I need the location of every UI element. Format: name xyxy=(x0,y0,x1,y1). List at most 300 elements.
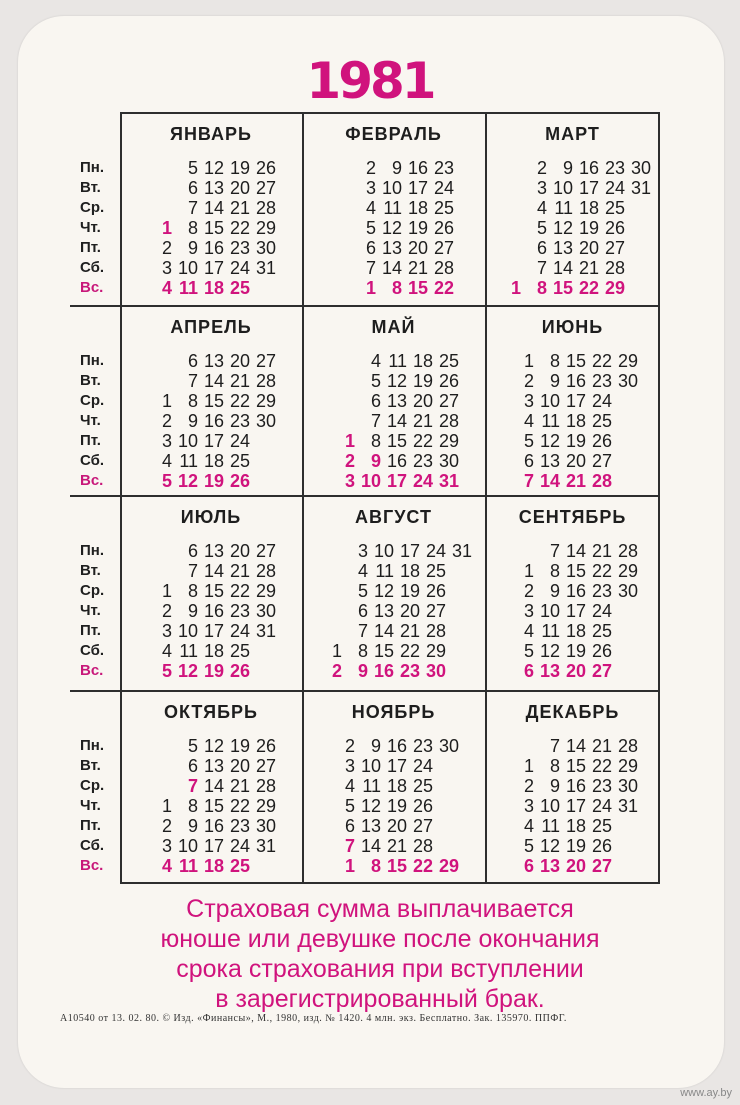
date-cell: 2 xyxy=(536,158,547,178)
date-cell: 10 xyxy=(177,258,198,278)
date-cell: 19 xyxy=(229,736,250,756)
date-cell: 27 xyxy=(255,178,276,198)
date-cell: 17 xyxy=(203,621,224,641)
weekday-label: Вс. xyxy=(80,472,104,489)
date-cell: 19 xyxy=(203,471,224,491)
date-cell: 21 xyxy=(399,621,420,641)
date-cell: 21 xyxy=(591,541,612,561)
date-cell: 13 xyxy=(539,451,560,471)
date-cell: 18 xyxy=(203,856,224,876)
date-cell: 14 xyxy=(552,258,573,278)
date-cell: 2 xyxy=(161,601,172,621)
date-cell: 22 xyxy=(229,391,250,411)
date-cell: 15 xyxy=(565,756,586,776)
date-cell: 16 xyxy=(407,158,428,178)
date-cell: 11 xyxy=(383,198,402,218)
date-cell: 7 xyxy=(344,836,355,856)
publisher-imprint: А10540 от 13. 02. 80. © Изд. «Финансы», М., 1980, изд. № 1420. 4 млн. экз. Бесплатно. Зак. 135970. ППФГ. xyxy=(60,1013,567,1024)
date-cell: 12 xyxy=(539,641,560,661)
date-cell: 12 xyxy=(373,581,394,601)
date-cell: 26 xyxy=(433,218,454,238)
date-cell: 28 xyxy=(617,541,638,561)
date-cell: 15 xyxy=(386,856,407,876)
weekday-label: Чт. xyxy=(80,412,101,429)
date-cell: 29 xyxy=(438,431,459,451)
weekday-label: Вс. xyxy=(80,279,104,296)
date-cell: 8 xyxy=(549,351,560,371)
date-cell: 9 xyxy=(187,816,198,836)
date-cell: 23 xyxy=(591,371,612,391)
date-cell: 17 xyxy=(386,471,407,491)
date-cell: 15 xyxy=(203,391,224,411)
date-cell: 23 xyxy=(399,661,420,681)
date-cell: 26 xyxy=(604,218,625,238)
date-cell: 5 xyxy=(523,836,534,856)
date-cell: 28 xyxy=(255,198,276,218)
date-cell: 30 xyxy=(617,371,638,391)
date-cell: 24 xyxy=(229,431,250,451)
date-cell: 3 xyxy=(523,391,534,411)
date-cell: 6 xyxy=(187,756,198,776)
date-cell: 10 xyxy=(177,431,198,451)
date-cell: 14 xyxy=(565,541,586,561)
date-cell: 8 xyxy=(187,218,198,238)
date-cell: 8 xyxy=(357,641,368,661)
date-cell: 18 xyxy=(407,198,428,218)
date-cell: 8 xyxy=(536,278,547,298)
date-cell: 25 xyxy=(438,351,459,371)
month-name: АПРЕЛЬ xyxy=(170,317,252,337)
date-cell: 21 xyxy=(229,198,250,218)
date-cell: 14 xyxy=(203,776,224,796)
date-cell: 13 xyxy=(360,816,381,836)
date-cell: 22 xyxy=(591,561,612,581)
weekday-label: Сб. xyxy=(80,837,105,854)
date-cell: 2 xyxy=(344,736,355,756)
date-cell: 26 xyxy=(438,371,459,391)
date-cell: 20 xyxy=(412,391,433,411)
weekday-label: Вс. xyxy=(80,662,104,679)
date-cell: 23 xyxy=(412,451,433,471)
date-cell: 15 xyxy=(203,796,224,816)
date-cell: 22 xyxy=(229,796,250,816)
date-cell: 27 xyxy=(255,351,276,371)
date-cell: 25 xyxy=(412,776,433,796)
date-cell: 15 xyxy=(407,278,428,298)
date-cell: 6 xyxy=(523,661,534,681)
date-cell: 18 xyxy=(565,621,586,641)
date-cell: 12 xyxy=(177,661,198,681)
date-cell: 9 xyxy=(187,601,198,621)
date-cell: 19 xyxy=(578,218,599,238)
date-cell: 10 xyxy=(177,621,198,641)
date-cell: 20 xyxy=(578,238,599,258)
weekday-label: Сб. xyxy=(80,259,105,276)
date-cell: 1 xyxy=(344,856,355,876)
date-cell: 7 xyxy=(365,258,376,278)
month-name: МАЙ xyxy=(371,317,416,337)
date-cell: 9 xyxy=(357,661,368,681)
date-cell: 29 xyxy=(617,561,638,581)
date-cell: 29 xyxy=(255,218,276,238)
date-cell: 24 xyxy=(604,178,625,198)
date-cell: 29 xyxy=(255,391,276,411)
date-cell: 12 xyxy=(539,431,560,451)
weekday-label: Вс. xyxy=(80,857,104,874)
date-cell: 13 xyxy=(381,238,402,258)
month-name: ИЮЛЬ xyxy=(180,507,242,527)
date-cell: 18 xyxy=(203,451,224,471)
date-cell: 12 xyxy=(360,796,381,816)
date-cell: 14 xyxy=(203,561,224,581)
month-block xyxy=(302,495,485,687)
date-cell: 11 xyxy=(541,621,560,641)
date-cell: 12 xyxy=(203,736,224,756)
date-cell: 16 xyxy=(565,371,586,391)
date-cell: 5 xyxy=(161,661,172,681)
weekday-label: Пт. xyxy=(80,817,101,834)
weekday-label: Пт. xyxy=(80,239,101,256)
date-cell: 1 xyxy=(344,431,355,451)
date-cell: 24 xyxy=(412,756,433,776)
date-cell: 25 xyxy=(229,641,250,661)
date-cell: 3 xyxy=(523,796,534,816)
date-cell: 19 xyxy=(565,641,586,661)
month-block xyxy=(120,305,302,497)
date-cell: 31 xyxy=(438,471,459,491)
grid-line-horizontal xyxy=(120,882,660,884)
date-cell: 2 xyxy=(523,776,534,796)
date-cell: 25 xyxy=(591,621,612,641)
date-cell: 7 xyxy=(187,561,198,581)
month-block xyxy=(302,690,485,882)
date-cell: 20 xyxy=(565,451,586,471)
date-cell: 28 xyxy=(617,736,638,756)
date-cell: 19 xyxy=(565,431,586,451)
date-cell: 29 xyxy=(438,856,459,876)
date-cell: 11 xyxy=(179,641,198,661)
date-cell: 22 xyxy=(399,641,420,661)
date-cell: 29 xyxy=(617,351,638,371)
date-cell: 25 xyxy=(229,451,250,471)
notice-line: срока страхования при вступлении xyxy=(176,955,584,983)
date-cell: 25 xyxy=(433,198,454,218)
date-cell: 6 xyxy=(344,816,355,836)
date-cell: 25 xyxy=(591,816,612,836)
date-cell: 2 xyxy=(344,451,355,471)
date-cell: 8 xyxy=(187,581,198,601)
date-cell: 3 xyxy=(161,258,172,278)
date-cell: 15 xyxy=(565,351,586,371)
date-cell: 9 xyxy=(370,736,381,756)
date-cell: 30 xyxy=(617,581,638,601)
date-cell: 17 xyxy=(565,796,586,816)
date-cell: 26 xyxy=(591,641,612,661)
date-cell: 15 xyxy=(373,641,394,661)
date-cell: 31 xyxy=(255,621,276,641)
date-cell: 20 xyxy=(565,661,586,681)
date-cell: 7 xyxy=(549,541,560,561)
date-cell: 13 xyxy=(539,661,560,681)
weekday-label: Ср. xyxy=(80,392,105,409)
date-cell: 21 xyxy=(229,776,250,796)
date-cell: 14 xyxy=(381,258,402,278)
month-block xyxy=(485,112,660,304)
date-cell: 25 xyxy=(229,278,250,298)
date-cell: 8 xyxy=(370,431,381,451)
date-cell: 8 xyxy=(187,796,198,816)
date-cell: 18 xyxy=(203,278,224,298)
date-cell: 7 xyxy=(357,621,368,641)
date-cell: 20 xyxy=(407,238,428,258)
date-cell: 3 xyxy=(365,178,376,198)
date-cell: 13 xyxy=(203,541,224,561)
date-cell: 21 xyxy=(407,258,428,278)
date-cell: 11 xyxy=(375,561,394,581)
date-cell: 2 xyxy=(161,238,172,258)
date-cell: 10 xyxy=(539,601,560,621)
date-cell: 26 xyxy=(591,836,612,856)
watermark: www.ay.by xyxy=(680,1087,732,1099)
date-cell: 10 xyxy=(373,541,394,561)
date-cell: 10 xyxy=(539,391,560,411)
date-cell: 12 xyxy=(386,371,407,391)
weekday-label: Вт. xyxy=(80,562,101,579)
date-cell: 6 xyxy=(536,238,547,258)
date-cell: 18 xyxy=(386,776,407,796)
date-cell: 29 xyxy=(425,641,446,661)
weekday-label: Пн. xyxy=(80,737,105,754)
date-cell: 24 xyxy=(229,836,250,856)
date-cell: 4 xyxy=(161,856,172,876)
date-cell: 1 xyxy=(161,218,172,238)
date-cell: 6 xyxy=(365,238,376,258)
date-cell: 22 xyxy=(591,756,612,776)
date-cell: 30 xyxy=(438,736,459,756)
weekday-label: Сб. xyxy=(80,452,105,469)
date-cell: 6 xyxy=(370,391,381,411)
date-cell: 26 xyxy=(255,158,276,178)
date-cell: 4 xyxy=(523,816,534,836)
date-cell: 5 xyxy=(523,641,534,661)
date-cell: 4 xyxy=(365,198,376,218)
date-cell: 26 xyxy=(412,796,433,816)
date-cell: 3 xyxy=(357,541,368,561)
date-cell: 17 xyxy=(565,601,586,621)
date-cell: 27 xyxy=(255,756,276,776)
date-cell: 17 xyxy=(407,178,428,198)
date-cell: 16 xyxy=(386,451,407,471)
date-cell: 22 xyxy=(433,278,454,298)
date-cell: 24 xyxy=(433,178,454,198)
date-cell: 30 xyxy=(438,451,459,471)
date-cell: 4 xyxy=(357,561,368,581)
date-cell: 19 xyxy=(407,218,428,238)
date-cell: 6 xyxy=(187,178,198,198)
date-cell: 28 xyxy=(255,561,276,581)
date-cell: 8 xyxy=(391,278,402,298)
date-cell: 16 xyxy=(578,158,599,178)
date-cell: 4 xyxy=(523,411,534,431)
date-cell: 14 xyxy=(203,198,224,218)
date-cell: 27 xyxy=(425,601,446,621)
date-cell: 29 xyxy=(604,278,625,298)
date-cell: 9 xyxy=(187,238,198,258)
date-cell: 1 xyxy=(161,796,172,816)
month-name: НОЯБРЬ xyxy=(351,702,436,722)
date-cell: 11 xyxy=(388,351,407,371)
date-cell: 12 xyxy=(381,218,402,238)
date-cell: 10 xyxy=(552,178,573,198)
date-cell: 27 xyxy=(591,661,612,681)
date-cell: 4 xyxy=(161,641,172,661)
month-name: ДЕКАБРЬ xyxy=(525,702,620,722)
date-cell: 5 xyxy=(365,218,376,238)
date-cell: 23 xyxy=(604,158,625,178)
month-name: ФЕВРАЛЬ xyxy=(345,124,442,144)
date-cell: 30 xyxy=(255,816,276,836)
date-cell: 30 xyxy=(630,158,651,178)
date-cell: 4 xyxy=(536,198,547,218)
weekday-label: Пт. xyxy=(80,622,101,639)
date-cell: 3 xyxy=(344,756,355,776)
date-cell: 16 xyxy=(203,816,224,836)
date-cell: 13 xyxy=(203,351,224,371)
date-cell: 7 xyxy=(187,776,198,796)
date-cell: 1 xyxy=(161,581,172,601)
date-cell: 20 xyxy=(229,541,250,561)
date-cell: 23 xyxy=(229,238,250,258)
date-cell: 8 xyxy=(187,391,198,411)
date-cell: 9 xyxy=(370,451,381,471)
date-cell: 14 xyxy=(203,371,224,391)
date-cell: 9 xyxy=(187,411,198,431)
notice-line: Страховая сумма выплачивается xyxy=(186,895,574,923)
date-cell: 11 xyxy=(178,278,198,298)
month-block xyxy=(302,112,485,304)
date-cell: 31 xyxy=(630,178,651,198)
date-cell: 17 xyxy=(203,431,224,451)
date-cell: 6 xyxy=(523,856,534,876)
date-cell: 3 xyxy=(161,621,172,641)
date-cell: 18 xyxy=(399,561,420,581)
date-cell: 27 xyxy=(255,541,276,561)
notice-line: в зарегистрированный брак. xyxy=(215,985,545,1013)
date-cell: 1 xyxy=(523,756,534,776)
month-name: ЯНВАРЬ xyxy=(170,124,252,144)
date-cell: 20 xyxy=(229,351,250,371)
date-cell: 12 xyxy=(177,471,198,491)
date-cell: 14 xyxy=(539,471,560,491)
date-cell: 1 xyxy=(365,278,376,298)
date-cell: 13 xyxy=(203,756,224,776)
date-cell: 29 xyxy=(255,581,276,601)
date-cell: 5 xyxy=(357,581,368,601)
date-cell: 10 xyxy=(360,471,381,491)
date-cell: 17 xyxy=(565,391,586,411)
date-cell: 13 xyxy=(373,601,394,621)
date-cell: 31 xyxy=(617,796,638,816)
date-cell: 8 xyxy=(549,561,560,581)
date-cell: 18 xyxy=(203,641,224,661)
date-cell: 16 xyxy=(203,601,224,621)
date-cell: 24 xyxy=(229,621,250,641)
weekday-label: Пн. xyxy=(80,159,105,176)
date-cell: 4 xyxy=(370,351,381,371)
date-cell: 10 xyxy=(360,756,381,776)
date-cell: 28 xyxy=(591,471,612,491)
weekday-label: Вт. xyxy=(80,372,101,389)
date-cell: 7 xyxy=(549,736,560,756)
date-cell: 13 xyxy=(203,178,224,198)
weekday-label: Ср. xyxy=(80,777,105,794)
date-cell: 9 xyxy=(562,158,573,178)
month-block xyxy=(485,690,660,882)
date-cell: 20 xyxy=(565,856,586,876)
date-cell: 21 xyxy=(591,736,612,756)
date-cell: 18 xyxy=(565,411,586,431)
date-cell: 23 xyxy=(229,411,250,431)
date-cell: 9 xyxy=(391,158,402,178)
date-cell: 22 xyxy=(412,856,433,876)
date-cell: 24 xyxy=(591,391,612,411)
date-cell: 2 xyxy=(523,371,534,391)
date-cell: 22 xyxy=(229,581,250,601)
date-cell: 5 xyxy=(536,218,547,238)
date-cell: 17 xyxy=(399,541,420,561)
date-cell: 19 xyxy=(203,661,224,681)
weekday-label: Чт. xyxy=(80,797,101,814)
month-block xyxy=(120,495,302,687)
date-cell: 26 xyxy=(229,471,250,491)
date-cell: 10 xyxy=(381,178,402,198)
date-cell: 27 xyxy=(412,816,433,836)
year-title: 1981 xyxy=(306,52,434,110)
date-cell: 13 xyxy=(552,238,573,258)
weekday-label: Чт. xyxy=(80,219,101,236)
date-cell: 7 xyxy=(187,198,198,218)
date-cell: 11 xyxy=(362,776,381,796)
date-cell: 7 xyxy=(370,411,381,431)
date-cell: 16 xyxy=(565,776,586,796)
date-cell: 30 xyxy=(255,238,276,258)
month-block xyxy=(120,112,302,304)
date-cell: 20 xyxy=(229,178,250,198)
date-cell: 14 xyxy=(360,836,381,856)
date-cell: 31 xyxy=(255,836,276,856)
date-cell: 1 xyxy=(523,561,534,581)
date-cell: 16 xyxy=(386,736,407,756)
date-cell: 18 xyxy=(565,816,586,836)
weekday-label: Ср. xyxy=(80,582,105,599)
date-cell: 28 xyxy=(255,776,276,796)
date-cell: 19 xyxy=(399,581,420,601)
date-cell: 4 xyxy=(344,776,355,796)
date-cell: 15 xyxy=(203,218,224,238)
date-cell: 26 xyxy=(591,431,612,451)
date-cell: 22 xyxy=(412,431,433,451)
date-cell: 3 xyxy=(161,431,172,451)
date-cell: 5 xyxy=(370,371,381,391)
date-cell: 7 xyxy=(536,258,547,278)
date-cell: 28 xyxy=(255,371,276,391)
date-cell: 26 xyxy=(229,661,250,681)
calendar-grid xyxy=(70,112,660,882)
date-cell: 23 xyxy=(412,736,433,756)
date-cell: 3 xyxy=(536,178,547,198)
date-cell: 19 xyxy=(412,371,433,391)
weekday-label: Пн. xyxy=(80,352,105,369)
